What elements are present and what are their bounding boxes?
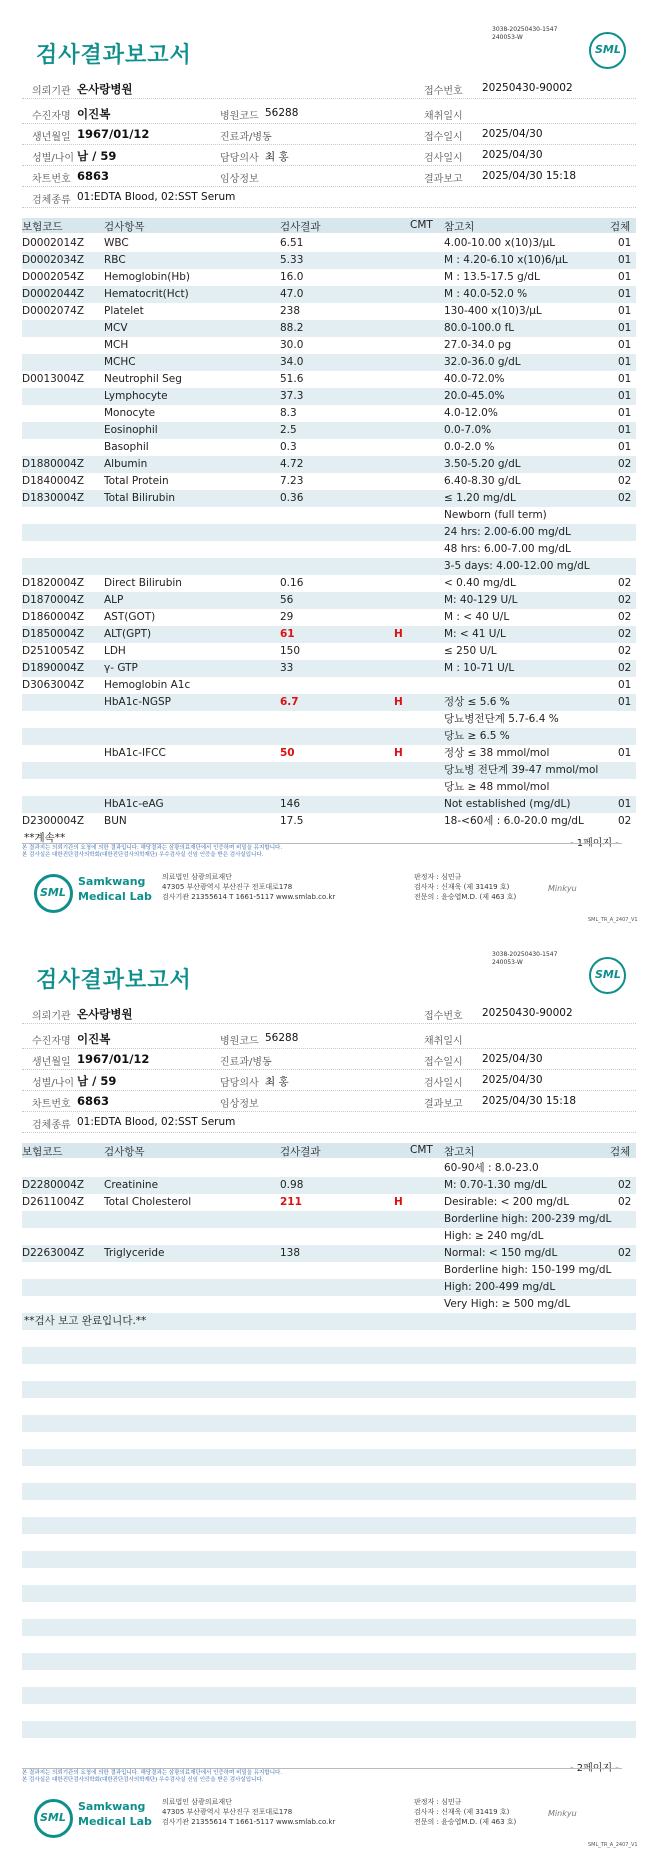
test-name: Hemoglobin A1c xyxy=(104,679,191,691)
specimen-code: 01 xyxy=(618,237,632,249)
table-row xyxy=(22,524,636,541)
report-code: 3038-20250430-1547 240053-W xyxy=(492,951,558,966)
insurance-code: D1830004Z xyxy=(22,492,85,504)
specimen-code: 01 xyxy=(618,798,632,810)
table-row xyxy=(22,660,636,677)
test-result: 30.0 xyxy=(280,339,304,351)
test-name: MCH xyxy=(104,339,129,351)
table-row xyxy=(22,1364,636,1381)
test-name: Neutrophil Seg xyxy=(104,373,182,385)
specimen-code: 02 xyxy=(618,645,632,657)
table-row xyxy=(22,1313,636,1330)
table-row xyxy=(22,1330,636,1347)
test-name: Total Bilirubin xyxy=(104,492,176,504)
specimen-code: 01 xyxy=(618,254,632,266)
insurance-code: D1890004Z xyxy=(22,662,85,674)
table-row xyxy=(22,337,636,354)
reference-range: 당뇨 ≥ 6.5 % xyxy=(444,730,510,742)
insurance-code: **검사 보고 완료입니다.** xyxy=(24,1315,147,1327)
test-result: 138 xyxy=(280,1247,301,1259)
test-result: 50 xyxy=(280,747,295,759)
table-row xyxy=(22,286,636,303)
lab-staff: 판정자 : 심민규 검사자 : 신재욱 (제 31419 호) 전문의 : 윤승엽M.D. (제 463 호) xyxy=(414,1798,517,1826)
table-row xyxy=(22,1228,636,1245)
table-row xyxy=(22,456,636,473)
insurance-code: D2510054Z xyxy=(22,645,85,657)
reference-range: 3.50-5.20 g/dL xyxy=(444,458,521,470)
specimen-code: 02 xyxy=(618,492,632,504)
test-result: 0.16 xyxy=(280,577,304,589)
cmt-flag: H xyxy=(394,696,403,708)
test-name: ALT(GPT) xyxy=(104,628,152,640)
reference-range: High: ≥ 240 mg/dL xyxy=(444,1230,544,1242)
table-row xyxy=(22,1177,636,1194)
table-row xyxy=(22,354,636,371)
table-row xyxy=(22,1704,636,1721)
insurance-code: D0002074Z xyxy=(22,305,85,317)
test-name: Hematocrit(Hct) xyxy=(104,288,189,300)
specimen-code: 01 xyxy=(618,407,632,419)
table-row xyxy=(22,677,636,694)
reference-range: 당뇨병 전단계 39-47 mmol/mol xyxy=(444,764,599,776)
table-row xyxy=(22,388,636,405)
test-result: 34.0 xyxy=(280,356,304,368)
reference-range: 당뇨병전단계 5.7-6.4 % xyxy=(444,713,559,725)
test-name: Albumin xyxy=(104,458,148,470)
footer xyxy=(0,866,655,923)
specimen-code: 02 xyxy=(618,1247,632,1259)
reference-range: 32.0-36.0 g/dL xyxy=(444,356,521,368)
test-name: WBC xyxy=(104,237,129,249)
reference-range: 당뇨 ≥ 48 mmol/mol xyxy=(444,781,550,793)
page-number: - 1페이지 - xyxy=(570,838,619,849)
table-row xyxy=(22,252,636,269)
form-code: SML_TR_A_2407_V1 xyxy=(588,1842,638,1848)
test-name: ALP xyxy=(104,594,124,606)
table-row xyxy=(22,813,636,830)
insurance-code: D1820004Z xyxy=(22,577,85,589)
reference-range: High: 200-499 mg/dL xyxy=(444,1281,556,1293)
test-result: 17.5 xyxy=(280,815,304,827)
test-name: MCV xyxy=(104,322,128,334)
reference-range: 4.00-10.00 x(10)3/μL xyxy=(444,237,556,249)
table-row xyxy=(22,1619,636,1636)
table-row xyxy=(22,1296,636,1313)
sml-footer-logo-icon: SML xyxy=(34,874,73,913)
reference-range: Desirable: < 200 mg/dL xyxy=(444,1196,570,1208)
table-row xyxy=(22,473,636,490)
test-name: Basophil xyxy=(104,441,149,453)
reference-range: 3-5 days: 4.00-12.00 mg/dL xyxy=(444,560,590,572)
specimen-code: 01 xyxy=(618,696,632,708)
table-row xyxy=(22,745,636,762)
reference-range: 27.0-34.0 pg xyxy=(444,339,512,351)
test-result: 5.33 xyxy=(280,254,304,266)
table-row xyxy=(22,1245,636,1262)
reference-range: M: 0.70-1.30 mg/dL xyxy=(444,1179,547,1191)
table-row xyxy=(22,422,636,439)
form-code: SML_TR_A_2407_V1 xyxy=(588,917,638,923)
specimen-code: 02 xyxy=(618,662,632,674)
reference-range: Very High: ≥ 500 mg/dL xyxy=(444,1298,571,1310)
specimen-code: 01 xyxy=(618,271,632,283)
table-row xyxy=(22,609,636,626)
table-row xyxy=(22,1398,636,1415)
table-row xyxy=(22,439,636,456)
test-result: 88.2 xyxy=(280,322,304,334)
table-row xyxy=(22,1347,636,1364)
cmt-flag: H xyxy=(394,747,403,759)
table-row xyxy=(22,1534,636,1551)
specimen-code: 01 xyxy=(618,373,632,385)
insurance-code: D0002044Z xyxy=(22,288,85,300)
table-row xyxy=(22,1551,636,1568)
insurance-code: D2263004Z xyxy=(22,1247,85,1259)
test-result: 37.3 xyxy=(280,390,304,402)
table-row xyxy=(22,1194,636,1211)
table-row xyxy=(22,558,636,575)
test-result: 56 xyxy=(280,594,294,606)
insurance-code: D0002054Z xyxy=(22,271,85,283)
test-name: MCHC xyxy=(104,356,136,368)
insurance-code: D2280004Z xyxy=(22,1179,85,1191)
insurance-code: D1870004Z xyxy=(22,594,85,606)
test-result: 150 xyxy=(280,645,301,657)
test-name: Lymphocyte xyxy=(104,390,168,402)
cmt-flag: H xyxy=(394,1196,403,1208)
table-row xyxy=(22,1483,636,1500)
table-row xyxy=(22,592,636,609)
table-row xyxy=(22,1381,636,1398)
signature: Minkyu xyxy=(548,884,577,893)
insurance-code: D0002014Z xyxy=(22,237,85,249)
table-row xyxy=(22,1738,636,1755)
table-row xyxy=(22,643,636,660)
table-row xyxy=(22,1500,636,1517)
table-row xyxy=(22,1160,636,1177)
lab-address: 의료법인 삼광의료재단 47305 부산광역시 부산진구 전포대로178 검사기관 21355614 T 1661-5117 www.smlab.co.kr xyxy=(162,873,336,901)
disclaimer: 본 결과지는 의뢰기관의 요청에 의한 결과입니다. 해당결과는 삼광의료재단에서 인증하며 비밀을 유지합니다. 본 검사실은 대한진단검사의학회(대한진단검사의학재단) 우수검사실 신임 인증을 받은 검사실입니다. xyxy=(22,1768,622,1784)
table-row xyxy=(22,1432,636,1449)
test-result: 6.51 xyxy=(280,237,304,249)
insurance-code: D2611004Z xyxy=(22,1196,85,1208)
test-name: BUN xyxy=(104,815,127,827)
table-row xyxy=(22,303,636,320)
table-row xyxy=(22,320,636,337)
test-name: γ- GTP xyxy=(104,662,138,674)
specimen-code: 02 xyxy=(618,611,632,623)
specimen-code: 02 xyxy=(618,475,632,487)
reference-range: 정상 ≤ 38 mmol/mol xyxy=(444,747,550,759)
reference-range: 4.0-12.0% xyxy=(444,407,498,419)
table-header: 보험코드 검사항목 검사결과 CMT 참고치 검체 xyxy=(22,1143,636,1158)
insurance-code: D3063004Z xyxy=(22,679,85,691)
test-name: Creatinine xyxy=(104,1179,159,1191)
specimen-code: 02 xyxy=(618,594,632,606)
test-name: HbA1c-NGSP xyxy=(104,696,171,708)
specimen-code: 02 xyxy=(618,577,632,589)
reference-range: ≤ 1.20 mg/dL xyxy=(444,492,516,504)
test-name: Hemoglobin(Hb) xyxy=(104,271,191,283)
signature: Minkyu xyxy=(548,1809,577,1818)
specimen-code: 02 xyxy=(618,628,632,640)
table-header: 보험코드 검사항목 검사결과 CMT 참고치 검체 xyxy=(22,218,636,233)
table-row xyxy=(22,507,636,524)
table-row xyxy=(22,1415,636,1432)
specimen-code: 02 xyxy=(618,458,632,470)
cmt-flag: H xyxy=(394,628,403,640)
test-result: 61 xyxy=(280,628,295,640)
lab-address: 의료법인 삼광의료재단 47305 부산광역시 부산진구 전포대로178 검사기관 21355614 T 1661-5117 www.smlab.co.kr xyxy=(162,1798,336,1826)
table-row xyxy=(22,405,636,422)
reference-range: ≤ 250 U/L xyxy=(444,645,497,657)
test-result: 33 xyxy=(280,662,294,674)
table-row xyxy=(22,1653,636,1670)
reference-range: M: < 41 U/L xyxy=(444,628,506,640)
insurance-code: D1860004Z xyxy=(22,611,85,623)
test-result: 16.0 xyxy=(280,271,304,283)
sml-logo-icon: SML xyxy=(589,32,626,69)
reference-range: 40.0-72.0% xyxy=(444,373,505,385)
specimen-code: 02 xyxy=(618,1196,632,1208)
insurance-code: D0013004Z xyxy=(22,373,85,385)
report-title: 검사결과보고서 xyxy=(36,43,192,68)
report-page-2 xyxy=(0,925,655,1850)
table-row xyxy=(22,1687,636,1704)
table-row xyxy=(22,711,636,728)
table-row xyxy=(22,796,636,813)
reference-range: 정상 ≤ 5.6 % xyxy=(444,696,510,708)
test-result: 47.0 xyxy=(280,288,304,300)
table-row xyxy=(22,371,636,388)
table-row xyxy=(22,490,636,507)
table-row xyxy=(22,541,636,558)
table-row xyxy=(22,1449,636,1466)
test-name: Total Cholesterol xyxy=(104,1196,192,1208)
specimen-code: 02 xyxy=(618,1179,632,1191)
test-name: Monocyte xyxy=(104,407,156,419)
test-result: 146 xyxy=(280,798,301,810)
brand-name: Samkwang Medical Lab xyxy=(78,875,152,903)
test-name: RBC xyxy=(104,254,126,266)
specimen-code: 01 xyxy=(618,441,632,453)
test-name: HbA1c-IFCC xyxy=(104,747,166,759)
specimen-code: 01 xyxy=(618,322,632,334)
test-name: Direct Bilirubin xyxy=(104,577,182,589)
reference-range: Borderline high: 200-239 mg/dL xyxy=(444,1213,612,1225)
table-row xyxy=(22,1466,636,1483)
specimen-code: 01 xyxy=(618,356,632,368)
patient-info: 의뢰기관 온사랑병원 접수번호 20250430-90002 수진자명 이진복 병원코드 56288 채취일시 생년월일 1967/01/12 진료과/병동 접수일시 2025/04/30 성별/나이 남 / 59 담당의사 최 홍 검사일시 2025/04/30 차트번호 6863 임상정보 결과보고 2025/04/30 15:18 검체종류 01:EDTA Blood, 02:SST Serum xyxy=(22,78,636,208)
table-row xyxy=(22,269,636,286)
reference-range: < 0.40 mg/dL xyxy=(444,577,516,589)
table-row xyxy=(22,1568,636,1585)
insurance-code: D0002034Z xyxy=(22,254,85,266)
test-name: Triglyceride xyxy=(104,1247,165,1259)
test-result: 6.7 xyxy=(280,696,299,708)
insurance-code: D1840004Z xyxy=(22,475,85,487)
specimen-code: 01 xyxy=(618,390,632,402)
table-row xyxy=(22,626,636,643)
reference-range: 6.40-8.30 g/dL xyxy=(444,475,521,487)
reference-range: 80.0-100.0 fL xyxy=(444,322,515,334)
table-row xyxy=(22,1602,636,1619)
test-result: 8.3 xyxy=(280,407,297,419)
reference-range: 130-400 x(10)3/μL xyxy=(444,305,542,317)
reference-range: 18-<60세 : 6.0-20.0 mg/dL xyxy=(444,815,584,827)
reference-range: Not established (mg/dL) xyxy=(444,798,571,810)
table-row xyxy=(22,1670,636,1687)
specimen-code: 02 xyxy=(618,815,632,827)
test-name: HbA1c-eAG xyxy=(104,798,164,810)
results-table xyxy=(22,1160,636,1755)
test-name: Platelet xyxy=(104,305,144,317)
reference-range: M : 4.20-6.10 x(10)6/μL xyxy=(444,254,568,266)
table-row xyxy=(22,1279,636,1296)
reference-range: Newborn (full term) xyxy=(444,509,547,521)
insurance-code: D1880004Z xyxy=(22,458,85,470)
table-row xyxy=(22,779,636,796)
test-result: 29 xyxy=(280,611,294,623)
brand-name: Samkwang Medical Lab xyxy=(78,1800,152,1828)
test-name: AST(GOT) xyxy=(104,611,156,623)
table-row xyxy=(22,1636,636,1653)
table-row xyxy=(22,575,636,592)
reference-range: M : 10-71 U/L xyxy=(444,662,515,674)
specimen-code: 01 xyxy=(618,679,632,691)
test-result: 4.72 xyxy=(280,458,304,470)
reference-range: M : 40.0-52.0 % xyxy=(444,288,528,300)
table-row xyxy=(22,1262,636,1279)
table-row xyxy=(22,728,636,745)
reference-range: 0.0-2.0 % xyxy=(444,441,495,453)
insurance-code: D1850004Z xyxy=(22,628,85,640)
specimen-code: 01 xyxy=(618,288,632,300)
table-row xyxy=(22,235,636,252)
patient-info: 의뢰기관 온사랑병원 접수번호 20250430-90002 수진자명 이진복 병원코드 56288 채취일시 생년월일 1967/01/12 진료과/병동 접수일시 2025/04/30 성별/나이 남 / 59 담당의사 최 홍 검사일시 2025/04/30 차트번호 6863 임상정보 결과보고 2025/04/30 15:18 검체종류 01:EDTA Blood, 02:SST Serum xyxy=(22,1003,636,1133)
test-name: LDH xyxy=(104,645,126,657)
lab-staff: 판정자 : 심민규 검사자 : 신재욱 (제 31419 호) 전문의 : 윤승엽M.D. (제 463 호) xyxy=(414,873,517,901)
specimen-code: 01 xyxy=(618,305,632,317)
disclaimer: 본 결과지는 의뢰기관의 요청에 의한 결과입니다. 해당결과는 삼광의료재단에서 인증하며 비밀을 유지합니다. 본 검사실은 대한진단검사의학회(대한진단검사의학재단) 우수검사실 신임 인증을 받은 검사실입니다. xyxy=(22,843,622,859)
test-result: 0.98 xyxy=(280,1179,304,1191)
table-row xyxy=(22,1517,636,1534)
reference-range: M: 40-129 U/L xyxy=(444,594,518,606)
table-row xyxy=(22,694,636,711)
reference-range: Borderline high: 150-199 mg/dL xyxy=(444,1264,612,1276)
test-result: 0.3 xyxy=(280,441,297,453)
table-row xyxy=(22,762,636,779)
test-result: 211 xyxy=(280,1196,302,1208)
reference-range: 24 hrs: 2.00-6.00 mg/dL xyxy=(444,526,571,538)
reference-range: 0.0-7.0% xyxy=(444,424,492,436)
test-result: 7.23 xyxy=(280,475,304,487)
test-result: 0.36 xyxy=(280,492,304,504)
test-name: Total Protein xyxy=(104,475,169,487)
reference-range: M : 13.5-17.5 g/dL xyxy=(444,271,540,283)
sml-footer-logo-icon: SML xyxy=(34,1799,73,1838)
test-result: 51.6 xyxy=(280,373,304,385)
table-row xyxy=(22,1585,636,1602)
page-number: - 2페이지 - xyxy=(570,1763,619,1774)
test-name: Eosinophil xyxy=(104,424,158,436)
specimen-code: 01 xyxy=(618,339,632,351)
report-code: 3038-20250430-1547 240053-W xyxy=(492,26,558,41)
reference-range: M : < 40 U/L xyxy=(444,611,510,623)
test-result: 2.5 xyxy=(280,424,297,436)
continued-note: **계속** xyxy=(24,832,66,844)
specimen-code: 01 xyxy=(618,424,632,436)
insurance-code: D2300004Z xyxy=(22,815,85,827)
specimen-code: 01 xyxy=(618,747,632,759)
report-title: 검사결과보고서 xyxy=(36,968,192,993)
reference-range: 60-90세 : 8.0-23.0 xyxy=(444,1162,539,1174)
reference-range: Normal: < 150 mg/dL xyxy=(444,1247,558,1259)
results-table xyxy=(22,235,636,830)
table-row xyxy=(22,1211,636,1228)
footer xyxy=(0,1791,655,1848)
table-row xyxy=(22,1721,636,1738)
reference-range: 48 hrs: 6.00-7.00 mg/dL xyxy=(444,543,571,555)
reference-range: 20.0-45.0% xyxy=(444,390,505,402)
sml-logo-icon: SML xyxy=(589,957,626,994)
test-result: 238 xyxy=(280,305,301,317)
